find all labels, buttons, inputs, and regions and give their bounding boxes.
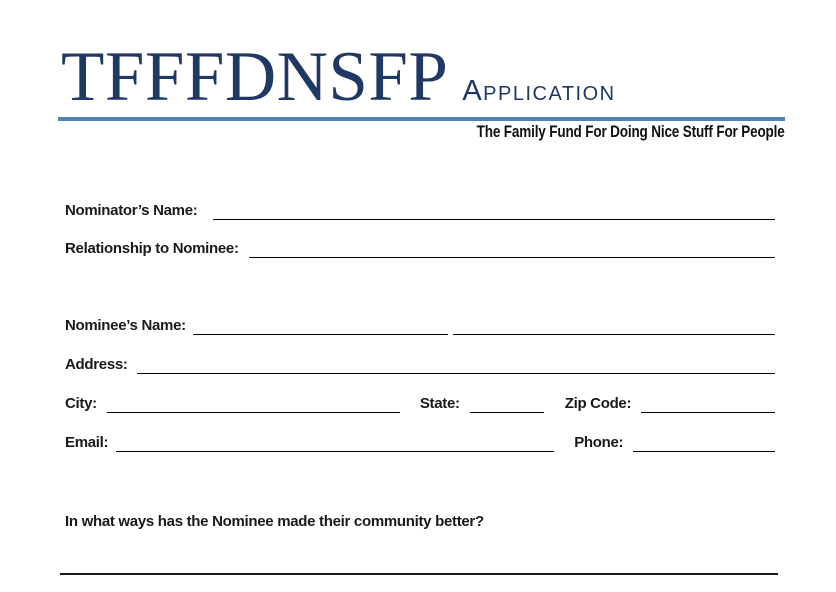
form-area bbox=[65, 198, 775, 452]
answer-field[interactable] bbox=[60, 573, 778, 575]
nominee-name-field[interactable] bbox=[193, 319, 448, 335]
app-title-word: Application bbox=[462, 75, 616, 107]
email-field[interactable] bbox=[116, 436, 554, 452]
zip-code-label: Zip Code: bbox=[564, 395, 632, 413]
state-label: State: bbox=[419, 395, 460, 413]
header-subtitle-text: The Family Fund For Doing Nice Stuff For People bbox=[476, 122, 785, 141]
title-row bbox=[58, 38, 785, 116]
nominator-name-row bbox=[65, 198, 775, 220]
city-field[interactable] bbox=[107, 397, 400, 413]
address-row bbox=[65, 352, 775, 374]
address-field[interactable] bbox=[137, 358, 775, 374]
nominee-name-field-continued[interactable] bbox=[453, 319, 775, 335]
address-label: Address: bbox=[65, 356, 128, 374]
relationship-row bbox=[65, 236, 775, 258]
nominator-name-label: Nominator’s Name: bbox=[65, 202, 198, 220]
nominee-name-label: Nominee’s Name: bbox=[65, 317, 186, 335]
phone-label: Phone: bbox=[574, 434, 624, 452]
state-field[interactable] bbox=[470, 397, 544, 413]
nominee-name-row bbox=[65, 313, 775, 335]
city-label: City: bbox=[65, 395, 97, 413]
email-label: Email: bbox=[65, 434, 109, 452]
header bbox=[58, 38, 785, 143]
header-accent-rule bbox=[58, 117, 785, 121]
app-title: TFFFDNSFP bbox=[61, 38, 449, 116]
email-phone-row bbox=[65, 430, 775, 452]
phone-field[interactable] bbox=[633, 436, 775, 452]
city-state-zip-row bbox=[65, 391, 775, 413]
zip-code-field[interactable] bbox=[641, 397, 775, 413]
relationship-field[interactable] bbox=[249, 242, 775, 258]
header-subtitle bbox=[58, 123, 785, 143]
relationship-label: Relationship to Nominee: bbox=[65, 240, 239, 258]
question-text: In what ways has the Nominee made their community better? bbox=[65, 512, 484, 530]
nominator-name-field[interactable] bbox=[213, 204, 775, 220]
